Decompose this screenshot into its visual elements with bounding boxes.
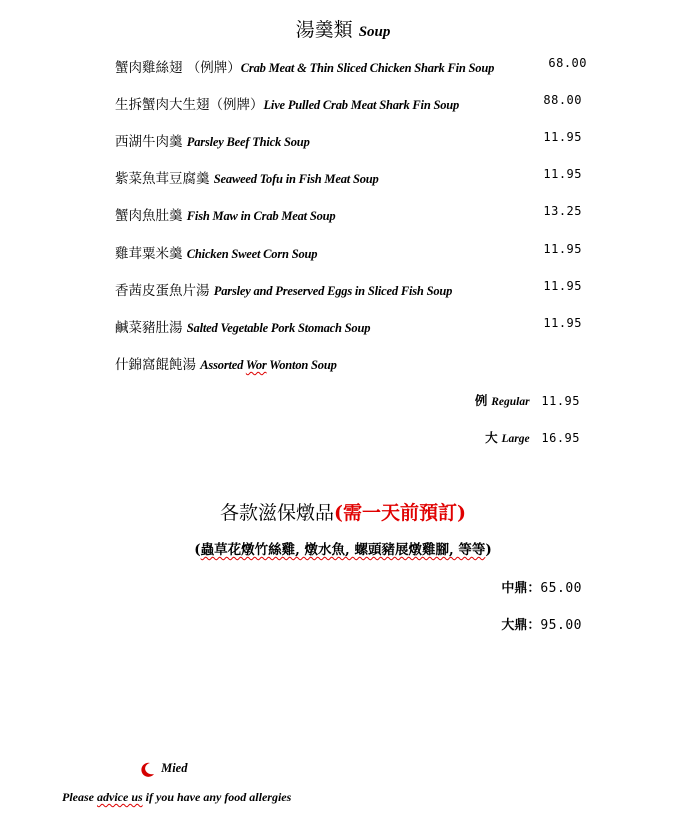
pot-row-medium <box>501 577 582 597</box>
item-name-en: Live Pulled Crab Meat Shark Fin Soup <box>263 98 460 112</box>
menu-item <box>115 167 585 187</box>
stew-section-title <box>0 498 686 525</box>
item-name-zh: 什錦窩餛飩湯 <box>115 357 196 373</box>
item-name-en-part: Wonton Soup <box>266 358 337 372</box>
item-name-en <box>200 358 336 372</box>
item-price: 11.95 <box>543 242 582 256</box>
item-price: 11.95 <box>543 167 582 181</box>
crescent-logo-icon <box>140 761 156 777</box>
item-name-zh: 生拆蟹肉大生翅（例牌） <box>115 97 264 113</box>
item-name-zh: 雞茸粟米羹 <box>115 246 183 262</box>
item-name-en-part: Assorted <box>200 358 246 372</box>
item-price: 11.95 <box>543 130 582 144</box>
size-label-zh: 大 <box>485 430 498 445</box>
item-name-en: Parsley and Preserved Eggs in Sliced Fish Soup <box>213 284 453 298</box>
item-price: 13.25 <box>543 204 582 218</box>
size-row-large <box>485 428 580 448</box>
allergy-notice <box>62 790 291 805</box>
stew-description <box>0 538 686 558</box>
menu-item <box>115 130 585 150</box>
menu-item <box>115 204 585 224</box>
size-price: 16.95 <box>541 431 580 445</box>
menu-item <box>115 279 585 299</box>
item-name-en: Salted Vegetable Pork Stomach Soup <box>186 321 371 335</box>
menu-item <box>115 56 585 76</box>
stew-description-close: ) <box>485 542 492 558</box>
pot-label: 中鼎： <box>501 581 541 596</box>
item-name-zh: 鹹菜豬肚湯 <box>115 320 183 336</box>
title-en: Soup <box>358 24 391 40</box>
item-name-en: Fish Maw in Crab Meat Soup <box>186 209 336 223</box>
menu-item <box>115 353 585 373</box>
spellcheck-mark: advice us <box>97 790 143 804</box>
item-price: 88.00 <box>543 93 582 107</box>
menu-item <box>115 242 585 262</box>
title-zh: 湯羹類 <box>295 19 353 41</box>
allergy-notice-part: if you have any food allergies <box>142 790 292 804</box>
item-name-zh: 蟹肉魚肚羹 <box>115 208 183 224</box>
item-name-zh: 蟹肉雞絲翅 （例牌） <box>115 60 241 76</box>
stew-description-open: ( <box>194 542 201 558</box>
pot-price: 65.00 <box>540 581 582 596</box>
size-label-zh: 例 <box>474 393 488 408</box>
restaurant-logo <box>140 758 187 780</box>
pot-price: 95.00 <box>540 618 582 633</box>
item-price: 11.95 <box>543 316 582 330</box>
size-label-en: Large <box>501 433 530 445</box>
pot-label: 大鼎： <box>501 618 541 633</box>
item-name-en: Seaweed Tofu in Fish Meat Soup <box>213 172 379 186</box>
menu-item <box>115 316 585 336</box>
logo-text: Mied <box>161 761 188 775</box>
size-row-regular <box>475 391 580 411</box>
item-name-en: Chicken Sweet Corn Soup <box>186 247 318 261</box>
item-price: 68.00 <box>548 56 587 70</box>
size-price: 11.95 <box>541 394 580 408</box>
page-title <box>0 15 686 42</box>
spellcheck-mark: Wor <box>245 358 267 372</box>
item-name-en: Crab Meat & Thin Sliced Chicken Shark Fin Soup <box>240 61 495 75</box>
stew-title-zh: 各款滋保燉品 <box>220 502 335 524</box>
item-price: 11.95 <box>543 279 582 293</box>
stew-title-note: (需一天前預訂) <box>334 502 466 524</box>
item-name-en: Parsley Beef Thick Soup <box>186 135 310 149</box>
pot-row-large <box>501 614 582 634</box>
stew-description-text: 蟲草花燉竹絲雞, 燉水魚, 螺頭豬展燉雞腳, 等等 <box>200 542 486 558</box>
menu-item <box>115 93 585 113</box>
allergy-notice-part: Please <box>62 790 97 804</box>
size-label-en: Regular <box>491 396 530 408</box>
item-name-zh: 西湖牛肉羹 <box>115 134 183 150</box>
item-name-zh: 紫菜魚茸豆腐羹 <box>115 171 210 187</box>
item-name-zh: 香茜皮蛋魚片湯 <box>115 283 210 299</box>
